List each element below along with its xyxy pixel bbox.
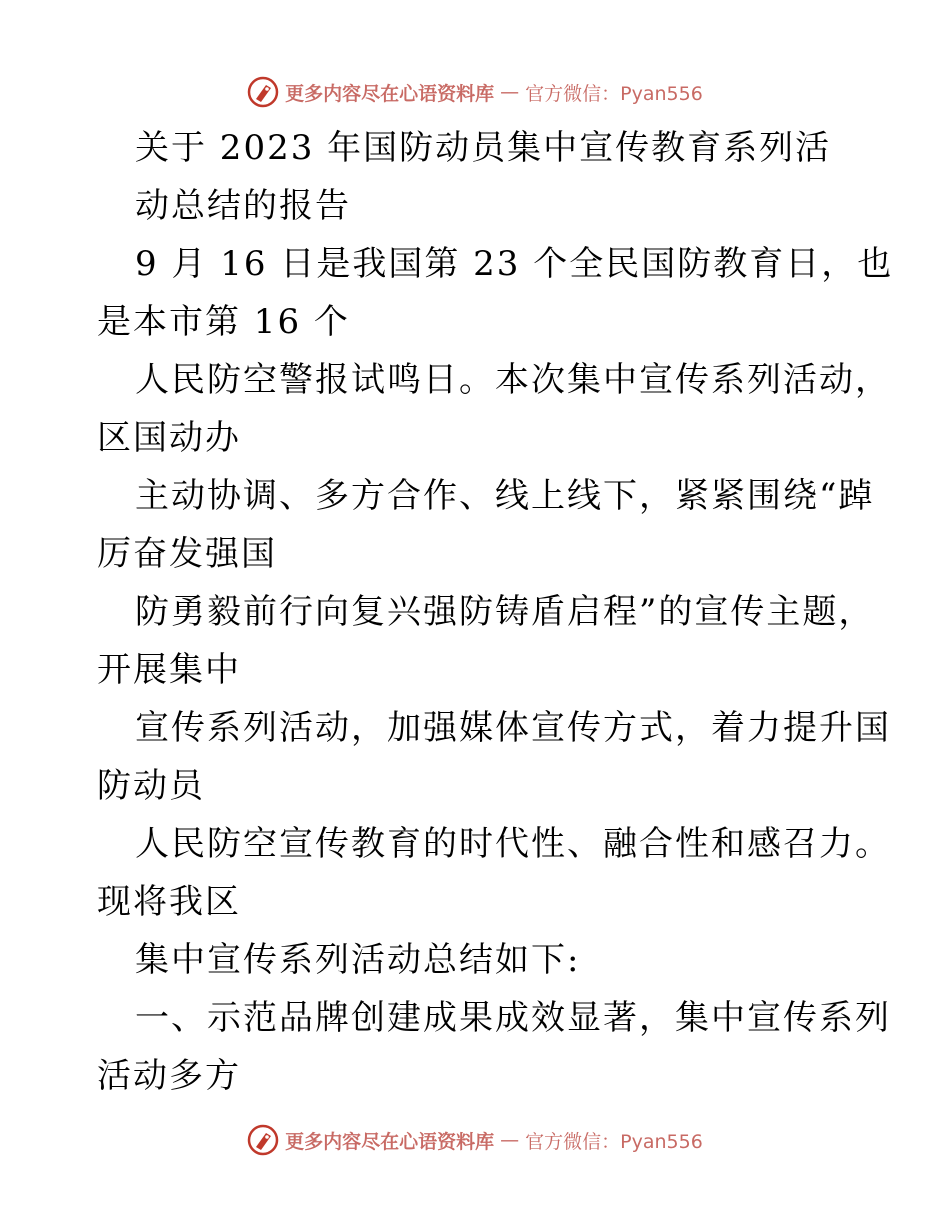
doc-paragraph-line: 厉奋发强国	[97, 534, 277, 574]
doc-paragraph-line: 宣传系列活动，加强媒体宣传方式，着力提升国	[135, 708, 891, 748]
doc-paragraph-line: 9 月 16 日是我国第 23 个全民国防教育日，也	[135, 244, 894, 284]
doc-paragraph-line: 开展集中	[97, 650, 241, 690]
watermark-text: 更多内容尽在心语资料库	[285, 1130, 495, 1153]
doc-title-line-1: 关于 2023 年国防动员集中宣传教育系列活	[135, 128, 832, 168]
pen-nib-logo-icon	[247, 1124, 279, 1156]
watermark-contact: 官方微信：Pyan556	[525, 82, 703, 105]
watermark-contact: 官方微信：Pyan556	[525, 1130, 703, 1153]
header-watermark	[0, 70, 950, 114]
doc-title-line-2: 动总结的报告	[135, 186, 351, 226]
doc-paragraph-line: 人民防空警报试鸣日。本次集中宣传系列活动，	[135, 360, 891, 400]
doc-paragraph-line: 防动员	[97, 766, 205, 806]
watermark-dash: —	[500, 81, 520, 103]
footer-watermark	[0, 1118, 950, 1162]
doc-paragraph-line: 现将我区	[97, 882, 241, 922]
doc-heading-line: 活动多方	[97, 1056, 241, 1096]
doc-paragraph-line: 人民防空宣传教育的时代性、融合性和感召力。	[135, 824, 891, 864]
doc-paragraph-line: 集中宣传系列活动总结如下:	[135, 940, 581, 980]
watermark-text: 更多内容尽在心语资料库	[285, 82, 495, 105]
doc-paragraph-line: 防勇毅前行向复兴强防铸盾启程”的宣传主题，	[135, 592, 875, 632]
doc-heading-line: 一、示范品牌创建成果成效显著，集中宣传系列	[135, 998, 891, 1038]
watermark-dash: —	[500, 1129, 520, 1151]
pen-nib-logo-icon	[247, 76, 279, 108]
doc-paragraph-line: 主动协调、多方合作、线上线下，紧紧围绕“踔	[135, 476, 875, 516]
doc-paragraph-line: 区国动办	[97, 418, 241, 458]
doc-paragraph-line: 是本市第 16 个	[97, 302, 350, 342]
